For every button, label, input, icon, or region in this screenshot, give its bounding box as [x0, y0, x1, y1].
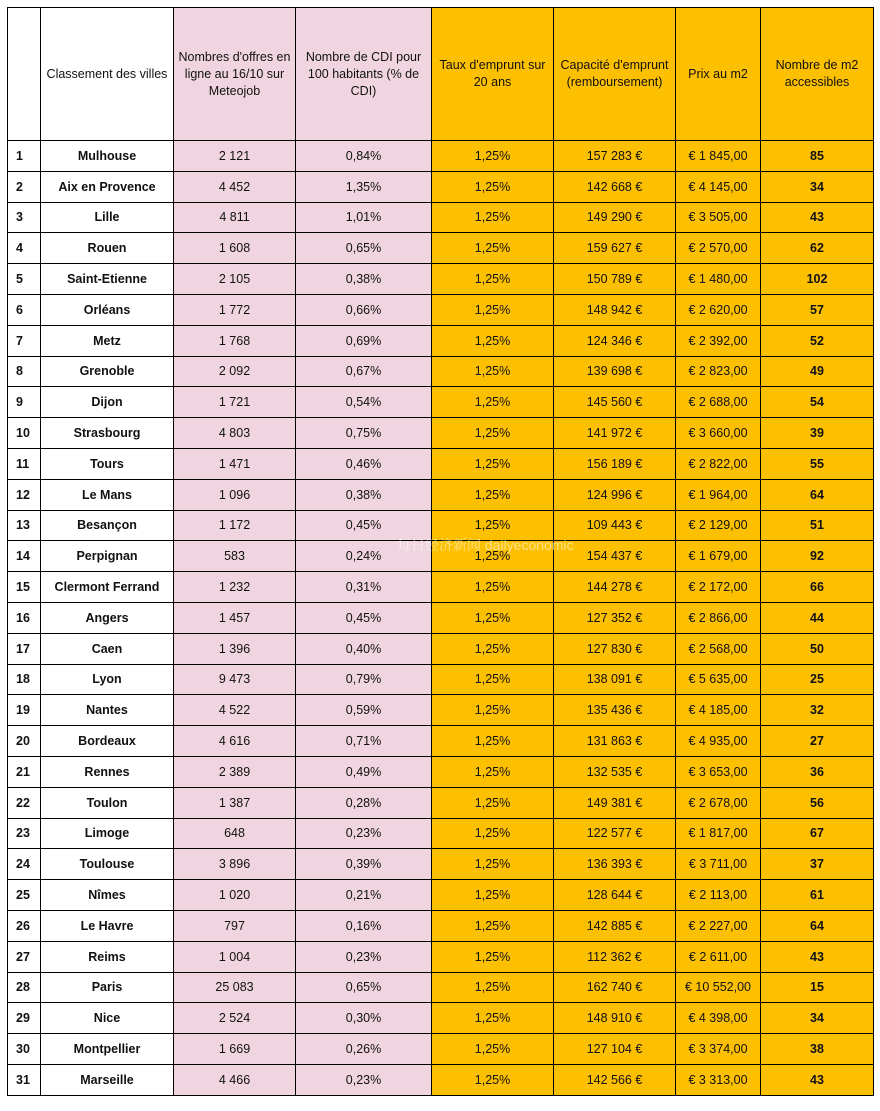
cell-rate: 1,25% — [432, 572, 554, 603]
cell-city: Toulouse — [41, 849, 174, 880]
cell-price-m2: € 3 660,00 — [676, 418, 761, 449]
cell-accessible-m2: 49 — [761, 356, 874, 387]
cell-capacity: 124 346 € — [554, 325, 676, 356]
cell-accessible-m2: 34 — [761, 171, 874, 202]
cell-accessible-m2: 55 — [761, 448, 874, 479]
cell-rate: 1,25% — [432, 1034, 554, 1065]
cell-rate: 1,25% — [432, 787, 554, 818]
cell-city: Lyon — [41, 664, 174, 695]
cell-rank: 1 — [8, 141, 41, 172]
cell-cdi: 0,38% — [296, 264, 432, 295]
cell-offers: 4 466 — [174, 1064, 296, 1095]
cell-city: Limoge — [41, 818, 174, 849]
cell-city: Toulon — [41, 787, 174, 818]
cell-offers: 25 083 — [174, 972, 296, 1003]
cell-accessible-m2: 51 — [761, 510, 874, 541]
cell-rate: 1,25% — [432, 664, 554, 695]
cell-offers: 1 768 — [174, 325, 296, 356]
cell-offers: 1 096 — [174, 479, 296, 510]
cell-rank: 31 — [8, 1064, 41, 1095]
table-row — [8, 1064, 874, 1095]
cell-offers: 1 387 — [174, 787, 296, 818]
cell-accessible-m2: 38 — [761, 1034, 874, 1065]
cell-capacity: 141 972 € — [554, 418, 676, 449]
table-row — [8, 1003, 874, 1034]
cell-rate: 1,25% — [432, 818, 554, 849]
cell-rank: 30 — [8, 1034, 41, 1065]
header-price-m2: Prix au m2 — [676, 8, 761, 141]
cell-rate: 1,25% — [432, 264, 554, 295]
cell-offers: 3 896 — [174, 849, 296, 880]
cell-cdi: 1,01% — [296, 202, 432, 233]
cell-cdi: 0,40% — [296, 633, 432, 664]
table-row — [8, 880, 874, 911]
cell-rank: 13 — [8, 510, 41, 541]
cell-rate: 1,25% — [432, 910, 554, 941]
cell-accessible-m2: 25 — [761, 664, 874, 695]
cell-rank: 22 — [8, 787, 41, 818]
cell-price-m2: € 3 505,00 — [676, 202, 761, 233]
cell-rank: 2 — [8, 171, 41, 202]
cell-price-m2: € 1 679,00 — [676, 541, 761, 572]
cell-rate: 1,25% — [432, 171, 554, 202]
cell-offers: 648 — [174, 818, 296, 849]
cell-rank: 24 — [8, 849, 41, 880]
cell-capacity: 124 996 € — [554, 479, 676, 510]
cell-capacity: 127 104 € — [554, 1034, 676, 1065]
table-row — [8, 325, 874, 356]
cell-capacity: 148 942 € — [554, 294, 676, 325]
table-row — [8, 387, 874, 418]
cell-price-m2: € 10 552,00 — [676, 972, 761, 1003]
cell-accessible-m2: 34 — [761, 1003, 874, 1034]
cell-rank: 16 — [8, 602, 41, 633]
cell-city: Caen — [41, 633, 174, 664]
cell-capacity: 142 566 € — [554, 1064, 676, 1095]
cell-cdi: 0,65% — [296, 972, 432, 1003]
cell-city: Bordeaux — [41, 726, 174, 757]
cell-cdi: 0,65% — [296, 233, 432, 264]
cell-accessible-m2: 39 — [761, 418, 874, 449]
cell-price-m2: € 2 172,00 — [676, 572, 761, 603]
cell-capacity: 122 577 € — [554, 818, 676, 849]
table-row — [8, 356, 874, 387]
table-row — [8, 479, 874, 510]
cell-price-m2: € 2 113,00 — [676, 880, 761, 911]
cell-price-m2: € 4 185,00 — [676, 695, 761, 726]
cell-offers: 4 452 — [174, 171, 296, 202]
cell-rate: 1,25% — [432, 510, 554, 541]
cell-capacity: 148 910 € — [554, 1003, 676, 1034]
cell-capacity: 138 091 € — [554, 664, 676, 695]
cell-price-m2: € 2 392,00 — [676, 325, 761, 356]
cell-capacity: 139 698 € — [554, 356, 676, 387]
cell-accessible-m2: 43 — [761, 941, 874, 972]
cell-rate: 1,25% — [432, 356, 554, 387]
table-row — [8, 510, 874, 541]
cell-price-m2: € 3 313,00 — [676, 1064, 761, 1095]
cell-offers: 797 — [174, 910, 296, 941]
cell-capacity: 142 885 € — [554, 910, 676, 941]
table-row — [8, 541, 874, 572]
cell-city: Rouen — [41, 233, 174, 264]
cell-capacity: 109 443 € — [554, 510, 676, 541]
table-row — [8, 141, 874, 172]
cell-city: Lille — [41, 202, 174, 233]
table-body — [8, 141, 874, 1096]
cell-rate: 1,25% — [432, 418, 554, 449]
cell-cdi: 0,54% — [296, 387, 432, 418]
cell-offers: 1 471 — [174, 448, 296, 479]
cell-rate: 1,25% — [432, 1064, 554, 1095]
cell-offers: 1 669 — [174, 1034, 296, 1065]
cell-cdi: 0,79% — [296, 664, 432, 695]
cell-accessible-m2: 50 — [761, 633, 874, 664]
city-ranking-table-wrapper — [7, 7, 874, 1096]
cell-cdi: 0,75% — [296, 418, 432, 449]
cell-price-m2: € 2 822,00 — [676, 448, 761, 479]
cell-cdi: 0,23% — [296, 818, 432, 849]
cell-offers: 9 473 — [174, 664, 296, 695]
cell-rank: 28 — [8, 972, 41, 1003]
cell-capacity: 156 189 € — [554, 448, 676, 479]
header-rate: Taux d'emprunt sur 20 ans — [432, 8, 554, 141]
table-row — [8, 941, 874, 972]
cell-city: Nîmes — [41, 880, 174, 911]
cell-rank: 10 — [8, 418, 41, 449]
cell-rate: 1,25% — [432, 387, 554, 418]
cell-accessible-m2: 64 — [761, 479, 874, 510]
header-city: Classement des villes — [41, 8, 174, 141]
cell-offers: 4 803 — [174, 418, 296, 449]
cell-rank: 11 — [8, 448, 41, 479]
table-row — [8, 633, 874, 664]
header-capacity: Capacité d'emprunt (remboursement) — [554, 8, 676, 141]
cell-accessible-m2: 15 — [761, 972, 874, 1003]
cell-offers: 1 721 — [174, 387, 296, 418]
cell-offers: 1 457 — [174, 602, 296, 633]
cell-capacity: 144 278 € — [554, 572, 676, 603]
cell-accessible-m2: 57 — [761, 294, 874, 325]
cell-city: Dijon — [41, 387, 174, 418]
cell-rank: 23 — [8, 818, 41, 849]
cell-accessible-m2: 66 — [761, 572, 874, 603]
table-header-row — [8, 8, 874, 141]
cell-price-m2: € 1 964,00 — [676, 479, 761, 510]
cell-city: Montpellier — [41, 1034, 174, 1065]
cell-price-m2: € 2 611,00 — [676, 941, 761, 972]
table-row — [8, 572, 874, 603]
cell-offers: 1 396 — [174, 633, 296, 664]
cell-cdi: 0,39% — [296, 849, 432, 880]
cell-rank: 7 — [8, 325, 41, 356]
cell-accessible-m2: 54 — [761, 387, 874, 418]
cell-price-m2: € 2 227,00 — [676, 910, 761, 941]
cell-cdi: 0,23% — [296, 941, 432, 972]
cell-price-m2: € 1 480,00 — [676, 264, 761, 295]
cell-rank: 9 — [8, 387, 41, 418]
table-row — [8, 787, 874, 818]
cell-offers: 1 172 — [174, 510, 296, 541]
cell-offers: 1 608 — [174, 233, 296, 264]
cell-cdi: 0,67% — [296, 356, 432, 387]
cell-accessible-m2: 32 — [761, 695, 874, 726]
cell-offers: 4 811 — [174, 202, 296, 233]
cell-capacity: 136 393 € — [554, 849, 676, 880]
cell-accessible-m2: 92 — [761, 541, 874, 572]
table-row — [8, 171, 874, 202]
cell-capacity: 142 668 € — [554, 171, 676, 202]
cell-price-m2: € 2 866,00 — [676, 602, 761, 633]
cell-cdi: 0,71% — [296, 726, 432, 757]
table-row — [8, 1034, 874, 1065]
cell-cdi: 0,45% — [296, 602, 432, 633]
cell-accessible-m2: 67 — [761, 818, 874, 849]
cell-price-m2: € 2 823,00 — [676, 356, 761, 387]
cell-rate: 1,25% — [432, 541, 554, 572]
cell-city: Strasbourg — [41, 418, 174, 449]
cell-offers: 2 524 — [174, 1003, 296, 1034]
cell-rank: 21 — [8, 756, 41, 787]
cell-price-m2: € 2 620,00 — [676, 294, 761, 325]
cell-capacity: 149 381 € — [554, 787, 676, 818]
cell-city: Nice — [41, 1003, 174, 1034]
cell-offers: 1 232 — [174, 572, 296, 603]
cell-price-m2: € 5 635,00 — [676, 664, 761, 695]
cell-rate: 1,25% — [432, 141, 554, 172]
cell-rate: 1,25% — [432, 1003, 554, 1034]
cell-capacity: 159 627 € — [554, 233, 676, 264]
cell-cdi: 0,38% — [296, 479, 432, 510]
cell-rate: 1,25% — [432, 756, 554, 787]
cell-capacity: 127 830 € — [554, 633, 676, 664]
cell-rank: 25 — [8, 880, 41, 911]
table-row — [8, 849, 874, 880]
cell-accessible-m2: 56 — [761, 787, 874, 818]
cell-accessible-m2: 37 — [761, 849, 874, 880]
cell-capacity: 112 362 € — [554, 941, 676, 972]
cell-capacity: 128 644 € — [554, 880, 676, 911]
cell-city: Angers — [41, 602, 174, 633]
cell-price-m2: € 2 129,00 — [676, 510, 761, 541]
cell-rate: 1,25% — [432, 849, 554, 880]
cell-price-m2: € 3 374,00 — [676, 1034, 761, 1065]
cell-city: Saint-Etienne — [41, 264, 174, 295]
cell-offers: 583 — [174, 541, 296, 572]
cell-capacity: 127 352 € — [554, 602, 676, 633]
cell-capacity: 150 789 € — [554, 264, 676, 295]
cell-city: Nantes — [41, 695, 174, 726]
header-accessible-m2: Nombre de m2 accessibles — [761, 8, 874, 141]
cell-capacity: 131 863 € — [554, 726, 676, 757]
cell-cdi: 0,66% — [296, 294, 432, 325]
cell-price-m2: € 1 845,00 — [676, 141, 761, 172]
cell-cdi: 0,28% — [296, 787, 432, 818]
cell-city: Grenoble — [41, 356, 174, 387]
cell-capacity: 132 535 € — [554, 756, 676, 787]
cell-rate: 1,25% — [432, 633, 554, 664]
cell-price-m2: € 4 145,00 — [676, 171, 761, 202]
cell-cdi: 0,16% — [296, 910, 432, 941]
cell-rate: 1,25% — [432, 726, 554, 757]
cell-cdi: 0,84% — [296, 141, 432, 172]
cell-offers: 4 522 — [174, 695, 296, 726]
cell-city: Le Mans — [41, 479, 174, 510]
cell-accessible-m2: 62 — [761, 233, 874, 264]
cell-price-m2: € 4 398,00 — [676, 1003, 761, 1034]
cell-city: Paris — [41, 972, 174, 1003]
cell-accessible-m2: 52 — [761, 325, 874, 356]
cell-accessible-m2: 44 — [761, 602, 874, 633]
cell-rank: 26 — [8, 910, 41, 941]
cell-city: Rennes — [41, 756, 174, 787]
cell-offers: 1 020 — [174, 880, 296, 911]
cell-city: Le Havre — [41, 910, 174, 941]
cell-accessible-m2: 43 — [761, 1064, 874, 1095]
table-row — [8, 448, 874, 479]
cell-price-m2: € 2 678,00 — [676, 787, 761, 818]
cell-price-m2: € 2 688,00 — [676, 387, 761, 418]
table-row — [8, 602, 874, 633]
cell-offers: 1 004 — [174, 941, 296, 972]
cell-rank: 12 — [8, 479, 41, 510]
cell-cdi: 0,31% — [296, 572, 432, 603]
cell-city: Orléans — [41, 294, 174, 325]
cell-city: Mulhouse — [41, 141, 174, 172]
table-row — [8, 664, 874, 695]
cell-cdi: 0,49% — [296, 756, 432, 787]
cell-rank: 15 — [8, 572, 41, 603]
table-row — [8, 233, 874, 264]
table-row — [8, 202, 874, 233]
cell-cdi: 1,35% — [296, 171, 432, 202]
cell-rate: 1,25% — [432, 695, 554, 726]
cell-capacity: 145 560 € — [554, 387, 676, 418]
cell-cdi: 0,24% — [296, 541, 432, 572]
cell-rate: 1,25% — [432, 325, 554, 356]
cell-rank: 6 — [8, 294, 41, 325]
cell-offers: 2 389 — [174, 756, 296, 787]
cell-city: Besançon — [41, 510, 174, 541]
cell-offers: 2 092 — [174, 356, 296, 387]
header-offers: Nombres d'offres en ligne au 16/10 sur Meteojob — [174, 8, 296, 141]
cell-rate: 1,25% — [432, 941, 554, 972]
cell-rank: 4 — [8, 233, 41, 264]
cell-rate: 1,25% — [432, 602, 554, 633]
table-row — [8, 818, 874, 849]
cell-rank: 14 — [8, 541, 41, 572]
table-row — [8, 695, 874, 726]
cell-accessible-m2: 43 — [761, 202, 874, 233]
cell-accessible-m2: 85 — [761, 141, 874, 172]
cell-cdi: 0,21% — [296, 880, 432, 911]
watermark: 每日经济新闻 dailyeconomic — [397, 537, 574, 553]
cell-cdi: 0,23% — [296, 1064, 432, 1095]
cell-city: Tours — [41, 448, 174, 479]
cell-offers: 2 105 — [174, 264, 296, 295]
cell-city: Metz — [41, 325, 174, 356]
cell-accessible-m2: 36 — [761, 756, 874, 787]
table-row — [8, 972, 874, 1003]
cell-rate: 1,25% — [432, 448, 554, 479]
table-row — [8, 910, 874, 941]
cell-rate: 1,25% — [432, 972, 554, 1003]
cell-city: Marseille — [41, 1064, 174, 1095]
table-row — [8, 294, 874, 325]
cell-rank: 27 — [8, 941, 41, 972]
cell-cdi: 0,46% — [296, 448, 432, 479]
cell-accessible-m2: 61 — [761, 880, 874, 911]
city-ranking-table — [7, 7, 874, 1096]
cell-rank: 5 — [8, 264, 41, 295]
cell-cdi: 0,45% — [296, 510, 432, 541]
cell-accessible-m2: 27 — [761, 726, 874, 757]
cell-offers: 1 772 — [174, 294, 296, 325]
header-rank — [8, 8, 41, 141]
cell-rate: 1,25% — [432, 233, 554, 264]
cell-capacity: 149 290 € — [554, 202, 676, 233]
cell-rank: 29 — [8, 1003, 41, 1034]
cell-offers: 2 121 — [174, 141, 296, 172]
cell-rank: 18 — [8, 664, 41, 695]
cell-accessible-m2: 64 — [761, 910, 874, 941]
cell-price-m2: € 3 711,00 — [676, 849, 761, 880]
cell-capacity: 154 437 € — [554, 541, 676, 572]
cell-price-m2: € 2 568,00 — [676, 633, 761, 664]
cell-rate: 1,25% — [432, 202, 554, 233]
cell-cdi: 0,26% — [296, 1034, 432, 1065]
cell-accessible-m2: 102 — [761, 264, 874, 295]
cell-cdi: 0,30% — [296, 1003, 432, 1034]
table-row — [8, 726, 874, 757]
cell-offers: 4 616 — [174, 726, 296, 757]
table-row — [8, 264, 874, 295]
cell-capacity: 157 283 € — [554, 141, 676, 172]
cell-rank: 17 — [8, 633, 41, 664]
cell-price-m2: € 2 570,00 — [676, 233, 761, 264]
cell-capacity: 135 436 € — [554, 695, 676, 726]
cell-rank: 19 — [8, 695, 41, 726]
cell-city: Perpignan — [41, 541, 174, 572]
cell-rate: 1,25% — [432, 294, 554, 325]
cell-rank: 8 — [8, 356, 41, 387]
cell-rank: 3 — [8, 202, 41, 233]
cell-cdi: 0,59% — [296, 695, 432, 726]
cell-rank: 20 — [8, 726, 41, 757]
table-row — [8, 756, 874, 787]
header-cdi: Nombre de CDI pour 100 habitants (% de CDI) — [296, 8, 432, 141]
cell-city: Clermont Ferrand — [41, 572, 174, 603]
cell-price-m2: € 3 653,00 — [676, 756, 761, 787]
cell-rate: 1,25% — [432, 479, 554, 510]
cell-price-m2: € 4 935,00 — [676, 726, 761, 757]
cell-city: Reims — [41, 941, 174, 972]
cell-city: Aix en Provence — [41, 171, 174, 202]
cell-capacity: 162 740 € — [554, 972, 676, 1003]
table-row — [8, 418, 874, 449]
cell-price-m2: € 1 817,00 — [676, 818, 761, 849]
cell-rate: 1,25% — [432, 880, 554, 911]
cell-cdi: 0,69% — [296, 325, 432, 356]
